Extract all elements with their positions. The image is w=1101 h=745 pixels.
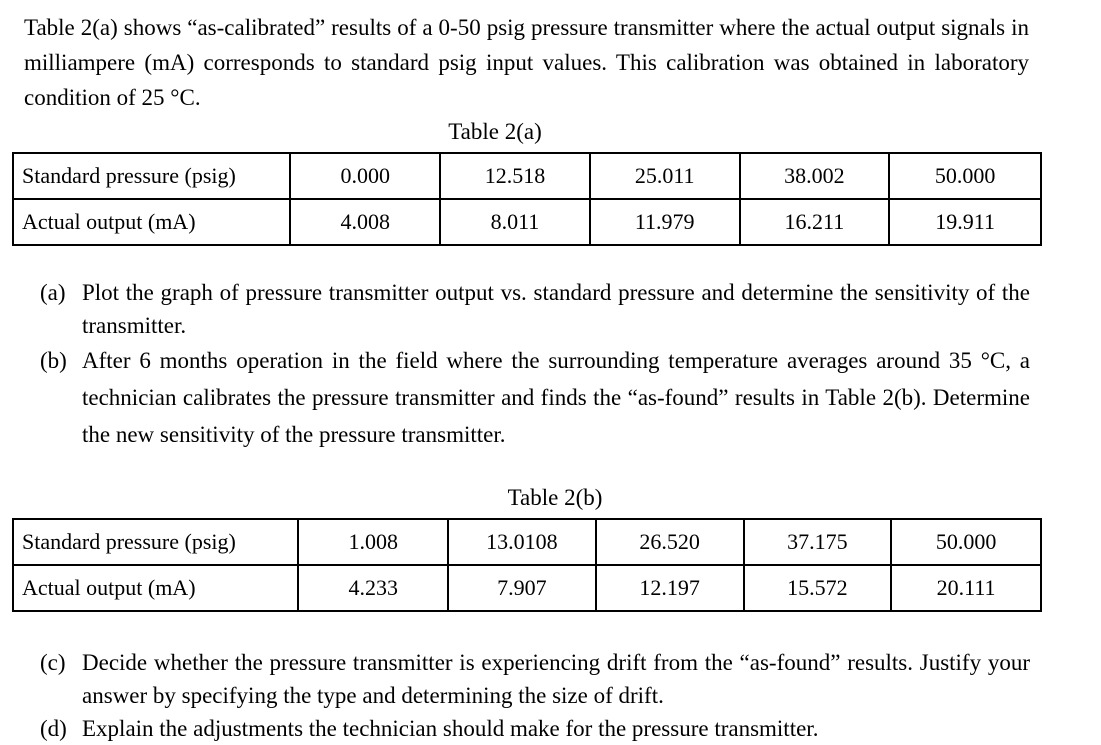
table-cell: 4.233	[298, 565, 448, 611]
question-a	[40, 276, 1030, 342]
question-list-1	[40, 276, 1030, 453]
question-text: After 6 months operation in the field where the surrounding temperature averages around 35 °C, a technician calibrates the pressure transmitter and finds the “as-found” results in Table 2(b). Determine the new sensitivity of the pressure transmitter.	[82, 348, 1030, 447]
table-row	[13, 565, 1041, 611]
table-cell: 4.008	[290, 199, 440, 245]
question-text: Explain the adjustments the technician should make for the pressure transmitter.	[82, 716, 819, 741]
table-cell: 15.572	[744, 565, 892, 611]
table-cell: 50.000	[889, 153, 1041, 199]
table-cell: 26.520	[596, 519, 744, 565]
table-row	[13, 199, 1041, 245]
table-cell: 50.000	[891, 519, 1041, 565]
table-row	[13, 519, 1041, 565]
row-header: Standard pressure (psig)	[13, 153, 290, 199]
table-cell: 11.979	[590, 199, 740, 245]
row-header: Standard pressure (psig)	[13, 519, 298, 565]
question-label: (a)	[40, 280, 66, 305]
table-cell: 12.518	[440, 153, 590, 199]
table-b	[12, 518, 1042, 612]
intro-paragraph: Table 2(a) shows “as-calibrated” results of a 0-50 psig pressure transmitter where the actual output signals in milliampere (mA) corresponds to standard psig input values. This calibration was obtained in laboratory condition of 25 °C.	[24, 15, 1029, 110]
table-cell: 0.000	[290, 153, 440, 199]
question-c	[40, 646, 1030, 712]
question-label: (d)	[40, 716, 67, 741]
table-b-caption: Table 2(b)	[507, 485, 603, 510]
row-header: Actual output (mA)	[13, 565, 298, 611]
question-b	[40, 342, 1030, 453]
table-row	[13, 153, 1041, 199]
table-cell: 16.211	[740, 199, 890, 245]
table-cell: 1.008	[298, 519, 448, 565]
row-header: Actual output (mA)	[13, 199, 290, 245]
table-cell: 25.011	[590, 153, 740, 199]
question-list-2	[40, 646, 1030, 745]
table-cell: 13.0108	[448, 519, 596, 565]
table-cell: 12.197	[596, 565, 744, 611]
question-d	[40, 712, 1030, 745]
table-cell: 19.911	[889, 199, 1041, 245]
table-a-caption: Table 2(a)	[448, 119, 542, 144]
table-cell: 38.002	[740, 153, 890, 199]
question-label: (b)	[40, 348, 67, 373]
question-text: Plot the graph of pressure transmitter output vs. standard pressure and determine the sensitivity of the transmitter.	[82, 280, 1030, 338]
table-cell: 37.175	[744, 519, 892, 565]
table-cell: 20.111	[891, 565, 1041, 611]
table-cell: 8.011	[440, 199, 590, 245]
question-label: (c)	[40, 650, 66, 675]
table-cell: 7.907	[448, 565, 596, 611]
table-a	[12, 152, 1042, 246]
question-text: Decide whether the pressure transmitter is experiencing drift from the “as-found” results. Justify your answer by specifying the type and determining the size of drift.	[82, 650, 1030, 708]
